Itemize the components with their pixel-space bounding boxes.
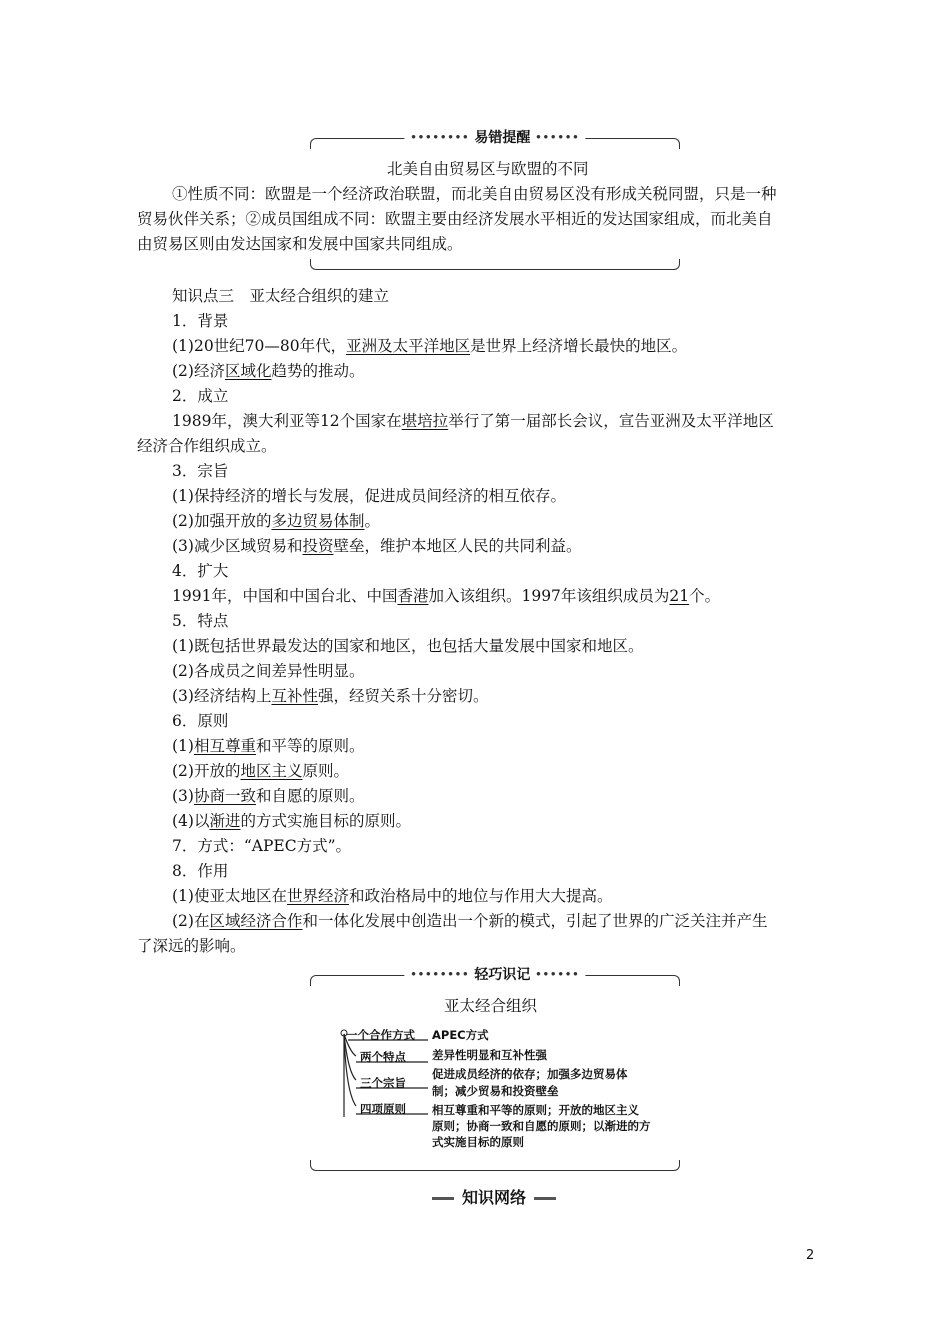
- heading-expansion: 4．扩大: [172, 562, 229, 580]
- mindmap-content-4a: 相互尊重和平等的原则；开放的地区主义: [432, 1103, 639, 1117]
- heading-method: 7．方式：“APEC方式”。: [172, 837, 352, 855]
- heading-background: 1．背景: [172, 312, 229, 330]
- mindmap-content-4c: 式实施目标的原则: [432, 1135, 524, 1149]
- heading-principles: 6．原则: [172, 712, 229, 730]
- effect-item-2-cont: 了深远的影响。: [137, 937, 246, 955]
- effect-item-1: (1)使亚太地区在世界经济和政治格局中的地位与作用大大提高。: [172, 887, 613, 905]
- effect-item-2: (2)在区域经济合作和一体化发展中创造出一个新的模式，引起了世界的广泛关注并产生: [172, 912, 768, 930]
- background-item-2: (2)经济区域化趋势的推动。: [172, 362, 365, 380]
- tip-line-2: 贸易伙伴关系；②成员国组成不同：欧盟主要由经济发展水平相近的发达国家组成，而北美自: [137, 210, 773, 228]
- memory-tag: •••••••• 轻巧识记 ••••••: [404, 964, 585, 984]
- feature-item-2: (2)各成员之间差异性明显。: [172, 662, 365, 680]
- memory-box-top: [310, 967, 680, 986]
- page-number: 2: [806, 1248, 815, 1263]
- background-item-1: (1)20世纪70—80年代，亚洲及太平洋地区是世界上经济增长最快的地区。: [172, 337, 688, 355]
- mindmap-label-3: 三个宗旨: [360, 1076, 406, 1090]
- knowledge-network-banner: 知识网络: [432, 1186, 556, 1210]
- expansion-line: 1991年，中国和中国台北、中国香港加入该组织。1997年该组织成员为21个。: [172, 587, 721, 605]
- mindmap-content-4b: 原则；协商一致和自愿的原则；以渐进的方: [432, 1119, 651, 1133]
- heading-features: 5．特点: [172, 612, 229, 630]
- mindmap-content-3b: 制；减少贸易和投资壁垒: [432, 1084, 559, 1098]
- section-heading: 知识点三 亚太经合组织的建立: [172, 287, 390, 305]
- establishment-line-2: 经济合作组织成立。: [137, 437, 277, 455]
- memory-box-bottom: [310, 1160, 680, 1171]
- mindmap-label-2: 两个特点: [360, 1050, 406, 1064]
- tip-box-top: [310, 130, 680, 149]
- principle-item-2: (2)开放的地区主义原则。: [172, 762, 349, 780]
- principle-item-1: (1)相互尊重和平等的原则。: [172, 737, 365, 755]
- mindmap-content-3a: 促进成员经济的依存；加强多边贸易体: [432, 1067, 628, 1081]
- aim-item-2: (2)加强开放的多边贸易体制。: [172, 512, 380, 530]
- mindmap-label-1: 一个合作方式: [346, 1028, 415, 1042]
- aim-item-1: (1)保持经济的增长与发展，促进成员间经济的相互依存。: [172, 487, 566, 505]
- memory-title: 亚太经合组织: [444, 997, 538, 1015]
- heading-establishment: 2．成立: [172, 387, 229, 405]
- tip-line-3: 由贸易区则由发达国家和发展中国家共同组成。: [137, 235, 463, 253]
- heading-aims: 3．宗旨: [172, 462, 229, 480]
- heading-effects: 8．作用: [172, 862, 229, 880]
- principle-item-4: (4)以渐进的方式实施目标的原则。: [172, 812, 411, 830]
- tip-line-1: ①性质不同：欧盟是一个经济政治联盟，而北美自由贸易区没有形成关税同盟，只是一种: [172, 185, 777, 203]
- tip-tag: •••••••• 易错提醒 ••••••: [404, 127, 585, 147]
- mindmap-content-1: APEC方式: [432, 1028, 489, 1042]
- establishment-line-1: 1989年，澳大利亚等12个国家在堪培拉举行了第一届部长会议，宣告亚洲及太平洋地区: [172, 412, 774, 430]
- feature-item-1: (1)既包括世界最发达的国家和地区，也包括大量发展中国家和地区。: [172, 637, 644, 655]
- aim-item-3: (3)减少区域贸易和投资壁垒，维护本地区人民的共同利益。: [172, 537, 582, 555]
- tip-box-bottom: [310, 259, 680, 270]
- principle-item-3: (3)协商一致和自愿的原则。: [172, 787, 365, 805]
- feature-item-3: (3)经济结构上互补性强，经贸关系十分密切。: [172, 687, 489, 705]
- mindmap-content-2: 差异性明显和互补性强: [432, 1048, 547, 1062]
- mindmap-label-4: 四项原则: [360, 1102, 406, 1116]
- tip-title: 北美自由贸易区与欧盟的不同: [387, 160, 589, 178]
